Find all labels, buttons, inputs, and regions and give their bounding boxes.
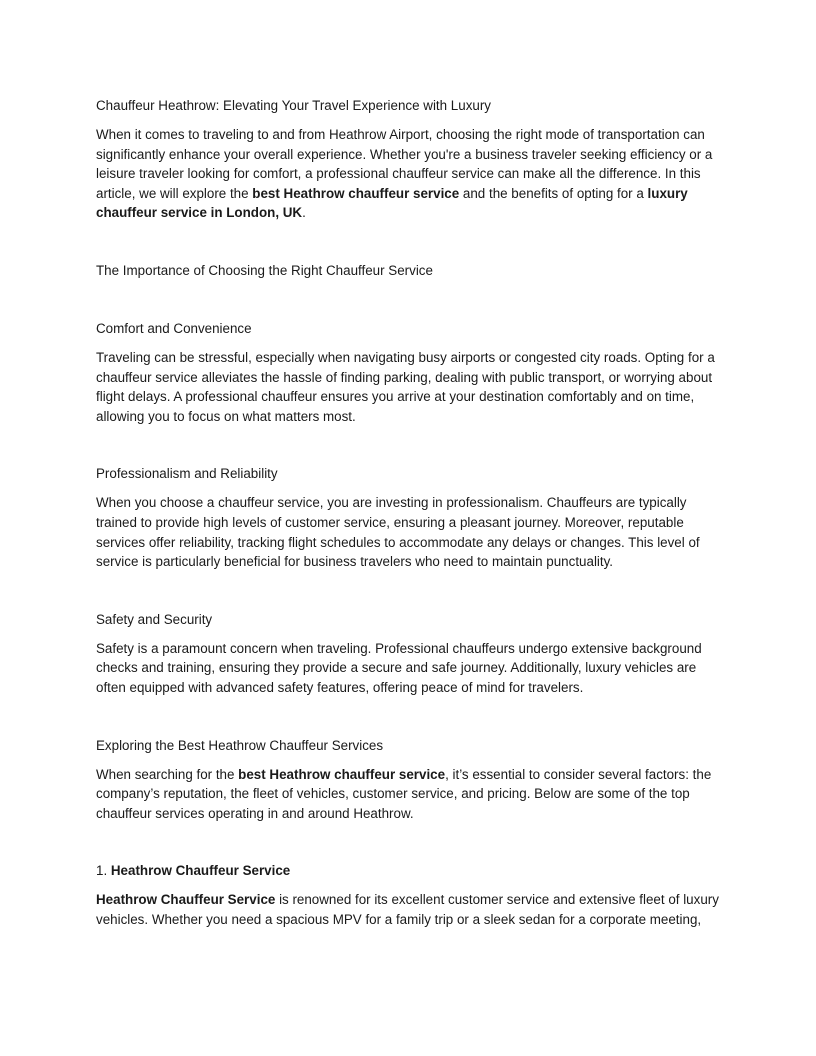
exploring-bold-1: best Heathrow chauffeur service: [238, 766, 446, 782]
safety-heading: Safety and Security: [96, 611, 213, 627]
professionalism-heading: Professionalism and Reliability: [96, 466, 278, 482]
document-page: [96, 96, 722, 929]
item-1-paragraph: [96, 890, 722, 929]
document-title: Chauffeur Heathrow: Elevating Your Travel Experience with Luxury: [96, 98, 491, 113]
item-1-number: 1.: [96, 863, 111, 879]
professionalism-paragraph: When you choose a chauffeur service, you are investing in professionalism. Chauffeurs are typically trained to provide high levels of customer service, ensuring a pleasant journey. Moreover, reputable services offer reliability, tracking flight schedules to accommodate any delays or changes. This level of service is particularly beneficial for business travelers who need to maintain punctuality.: [96, 495, 700, 570]
item-1-bold: Heathrow Chauffeur Service: [96, 892, 276, 908]
intro-text-3: .: [302, 205, 306, 221]
item-1-heading: [96, 861, 722, 881]
exploring-text-2: , it’s essential to consider several factors: the company’s reputation, the fleet of vehicles, customer service, and pricing. Below are some of the top chauffeur services operating in and around Heathrow.: [96, 766, 712, 821]
intro-bold-1: best Heathrow chauffeur service: [252, 185, 460, 201]
importance-heading: The Importance of Choosing the Right Chauffeur Service: [96, 262, 433, 278]
item-1-title: Heathrow Chauffeur Service: [110, 863, 291, 879]
intro-bold-2: luxury chauffeur service in London, UK: [96, 185, 688, 221]
intro-text-1: When it comes to traveling to and from Heathrow Airport, choosing the right mode of transportation can significantly enhance your overall experience. Whether you're a business traveler seeking efficiency or a leisure traveler looking for comfort, a professional chauffeur service can make all the difference. In this article, we will explore the: [96, 127, 713, 201]
comfort-heading: Comfort and Convenience: [96, 320, 252, 336]
intro-paragraph: [96, 125, 722, 223]
comfort-paragraph: Traveling can be stressful, especially when navigating busy airports or congested city roads. Opting for a chauffeur service alleviates the hassle of finding parking, dealing with public transport, or worrying about flight delays. A professional chauffeur ensures you arrive at your destination comfortably and on time, allowing you to focus on what matters most.: [96, 349, 715, 424]
exploring-paragraph: [96, 765, 722, 824]
item-1-text: is renowned for its excellent customer service and extensive fleet of luxury vehicles. Whether you need a spacious MPV for a family trip or a sleek sedan for a corporate meeting,: [96, 892, 719, 927]
safety-paragraph: Safety is a paramount concern when traveling. Professional chauffeurs undergo extensive background checks and training, ensuring they provide a secure and safe journey. Additionally, luxury vehicles are often equipped with advanced safety features, offering peace of mind for travelers.: [96, 640, 702, 695]
exploring-text-1: When searching for the: [96, 766, 239, 782]
intro-text-2: and the benefits of opting for a: [459, 185, 648, 201]
exploring-heading: Exploring the Best Heathrow Chauffeur Services: [96, 737, 384, 753]
